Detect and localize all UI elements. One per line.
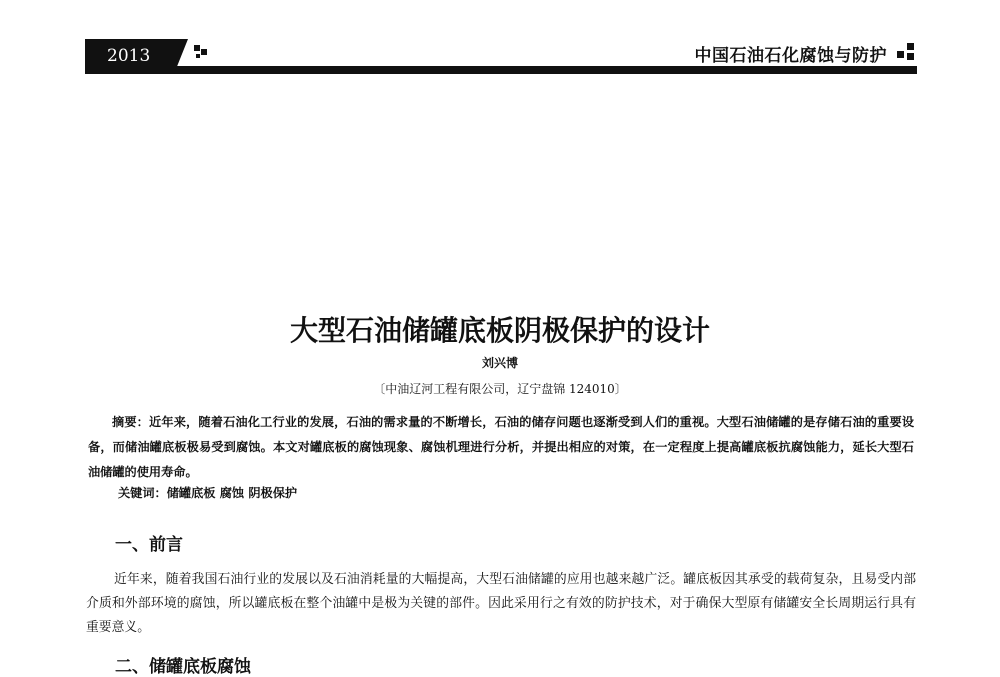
abstract bbox=[88, 410, 914, 485]
keywords bbox=[118, 484, 297, 501]
keywords-text: 储罐底板 腐蚀 阴极保护 bbox=[166, 486, 298, 500]
section-heading-tank-bottom-corrosion: 二、储罐底板腐蚀 bbox=[115, 657, 251, 677]
year-label: 2013 bbox=[85, 39, 176, 74]
header-rule bbox=[176, 66, 917, 74]
abstract-text: 近年来，随着石油化工行业的发展，石油的需求量的不断增长，石油的储存问题也逐渐受到人们的重视。大型石油储罐的是存储石油的重要设备，而储油罐底板极易受到腐蚀。本文对罐底板的腐蚀现象、腐蚀机理进行分析，并提出相应的对策，在一定程度上提高罐底板抗腐蚀能力，延长大型石油储罐的使用寿命。 bbox=[88, 415, 915, 479]
page-header bbox=[85, 39, 917, 74]
author-affiliation: 〔中油辽河工程有限公司，辽宁盘锦 124010〕 bbox=[373, 382, 627, 396]
keywords-label: 关键词： bbox=[118, 486, 167, 500]
section-heading-introduction: 一、前言 bbox=[115, 535, 183, 555]
article-title: 大型石油储罐底板阴极保护的设计 bbox=[289, 314, 710, 347]
journal-name: 中国石油石化腐蚀与防护 bbox=[694, 46, 887, 66]
header-decoration-icon bbox=[897, 43, 915, 61]
abstract-label: 摘要： bbox=[112, 415, 150, 429]
section-body-introduction: 近年来，随着我国石油行业的发展以及石油消耗量的大幅提高，大型石油储罐的应用也越来越广泛。罐底板因其承受的载荷复杂，且易受内部介质和外部环境的腐蚀，所以罐底板在整个油罐中是极为关键的部件。因此采用行之有效的防护技术，对于确保大型原有储罐安全长周期运行具有重要意义。 bbox=[86, 572, 916, 635]
author-name: 刘兴博 bbox=[481, 356, 518, 370]
header-decoration-icon bbox=[194, 45, 208, 59]
